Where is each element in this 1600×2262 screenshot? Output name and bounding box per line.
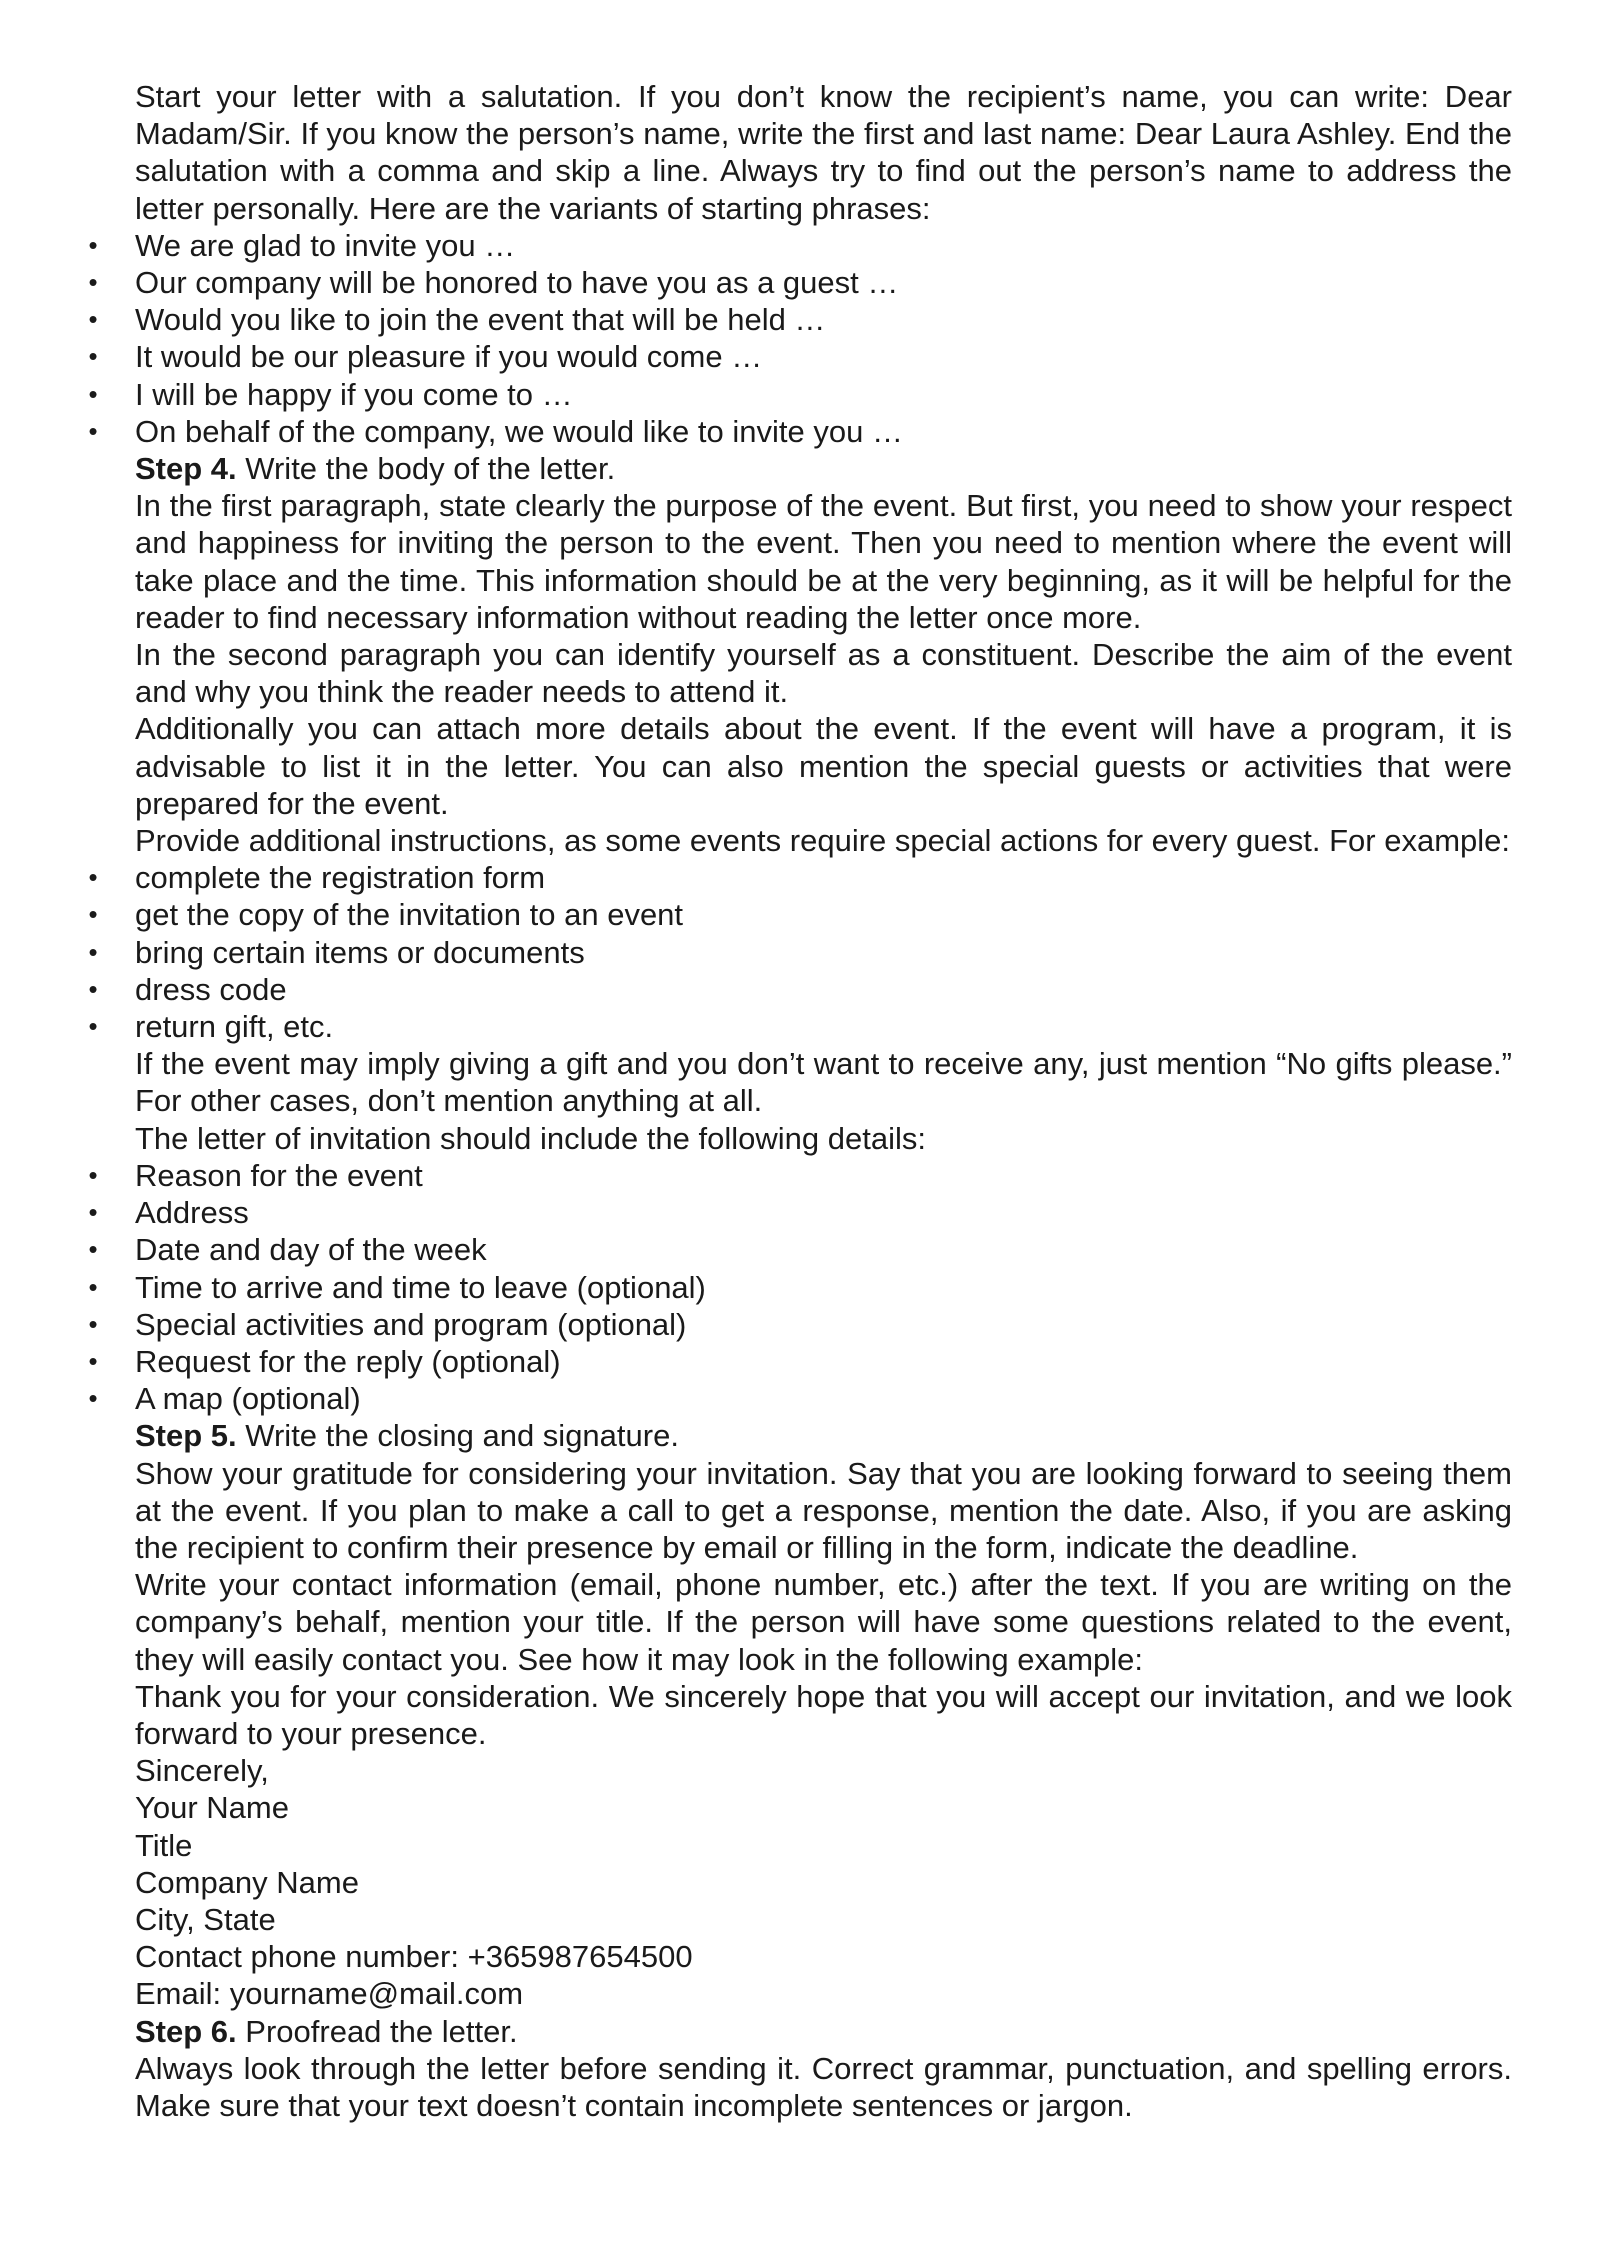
list-item: • Reason for the event xyxy=(135,1157,1512,1194)
bullet-icon: • xyxy=(88,1197,98,1228)
signature-line: Sincerely, xyxy=(135,1753,269,1789)
bullet-icon: • xyxy=(88,1308,98,1339)
list-item: • dress code xyxy=(135,971,1512,1008)
list-item: • Address xyxy=(135,1194,1512,1231)
list-item: • We are glad to invite you … xyxy=(135,227,1512,264)
intro-paragraph: Start your letter with a salutation. If you don’t know the recipient’s name, you can write: Dear Madam/Sir. If you know the person’s name, write the first and last name: Dear Laura Ashley. End the salutation with a comma and skip a line. Always try to find out the person’s name to address the letter personally. Here are the variants of starting phrases: xyxy=(135,79,1512,226)
bullet-icon: • xyxy=(88,1234,98,1265)
step-6-text: Proofread the letter. xyxy=(245,2013,518,2049)
body-paragraph: In the first paragraph, state clearly the purpose of the event. But first, you need to show your respect and happiness for inviting the person to the event. Then you need to mention where the event will take place and the time. This information should be at the very beginning, as it will be helpful for the reader to find necessary information without reading the letter once more. xyxy=(135,488,1512,635)
bullet-icon: • xyxy=(88,1011,98,1042)
signature-line: Email: yourname@mail.com xyxy=(135,1976,524,2012)
signature-line: Title xyxy=(135,1827,193,1863)
step-5-label: Step 5. xyxy=(135,1418,237,1454)
details-intro-paragraph: The letter of invitation should include the following details: xyxy=(135,1120,926,1156)
list-item: • bring certain items or documents xyxy=(135,934,1512,971)
step-4-heading xyxy=(135,450,1512,487)
list-item: • I will be happy if you come to … xyxy=(135,376,1512,413)
step-5-text: Write the closing and signature. xyxy=(245,1418,679,1454)
starting-phrases-list xyxy=(88,227,1512,450)
list-item: • Special activities and program (optional) xyxy=(135,1306,1512,1343)
bullet-icon: • xyxy=(88,229,98,260)
closing-paragraph: Write your contact information (email, phone number, etc.) after the text. If you are writing on the company’s behalf, mention your title. If the person will have some questions related to the event, they will easily contact you. See how it may look in the following example: xyxy=(135,1567,1512,1677)
list-item: • A map (optional) xyxy=(135,1380,1512,1417)
bullet-icon: • xyxy=(88,378,98,409)
body-paragraph: Provide additional instructions, as some events require special actions for every guest. For example: xyxy=(135,823,1511,859)
bullet-icon: • xyxy=(88,304,98,335)
final-paragraph: Always look through the letter before sending it. Correct grammar, punctuation, and spelling errors. Make sure that your text doesn’t contain incomplete sentences or jargon. xyxy=(135,2050,1512,2123)
step-4-label: Step 4. xyxy=(135,451,237,487)
body-paragraph: In the second paragraph you can identify yourself as a constituent. Describe the aim of the event and why you think the reader needs to attend it. xyxy=(135,637,1512,710)
details-list xyxy=(88,1157,1512,1417)
bullet-icon: • xyxy=(88,415,98,446)
list-item: • get the copy of the invitation to an event xyxy=(135,896,1512,933)
bullet-icon: • xyxy=(88,341,98,372)
bullet-icon: • xyxy=(88,973,98,1004)
list-item: • Date and day of the week xyxy=(135,1231,1512,1268)
signature-line: City, State xyxy=(135,1901,276,1937)
step-4-text: Write the body of the letter. xyxy=(245,451,616,487)
bullet-icon: • xyxy=(88,267,98,298)
bullet-icon: • xyxy=(88,1383,98,1414)
list-item: • It would be our pleasure if you would come … xyxy=(135,338,1512,375)
bullet-icon: • xyxy=(88,1345,98,1376)
bullet-icon: • xyxy=(88,862,98,893)
list-item: • Time to arrive and time to leave (optional) xyxy=(135,1269,1512,1306)
closing-paragraph: Show your gratitude for considering your invitation. Say that you are looking forward to seeing them at the event. If you plan to make a call to get a response, mention the date. Also, if you are asking the recipient to confirm their presence by email or filling in the form, indicate the deadline. xyxy=(135,1455,1512,1565)
step-5-heading xyxy=(135,1417,1512,1454)
instructions-list xyxy=(88,859,1512,1045)
bullet-icon: • xyxy=(88,936,98,967)
bullet-icon: • xyxy=(88,1271,98,1302)
list-item: • Would you like to join the event that will be held … xyxy=(135,301,1512,338)
list-item: • Request for the reply (optional) xyxy=(135,1343,1512,1380)
signature-line: Contact phone number: +365987654500 xyxy=(135,1939,693,1975)
bullet-icon: • xyxy=(88,899,98,930)
list-item: • return gift, etc. xyxy=(135,1008,1512,1045)
list-item: • On behalf of the company, we would like to invite you … xyxy=(135,413,1512,450)
signature-line: Company Name xyxy=(135,1864,359,1900)
body-paragraph: Additionally you can attach more details about the event. If the event will have a program, it is advisable to list it in the letter. You can also mention the special guests or activities that were prepared for the event. xyxy=(135,711,1512,821)
step-6-label: Step 6. xyxy=(135,2013,237,2049)
gift-note-paragraph: If the event may imply giving a gift and you don’t want to receive any, just mention “No gifts please.” For other cases, don’t mention anything at all. xyxy=(135,1046,1512,1119)
closing-paragraph: Thank you for your consideration. We sincerely hope that you will accept our invitation, and we look forward to your presence. xyxy=(135,1678,1512,1751)
list-item: • Our company will be honored to have you as a guest … xyxy=(135,264,1512,301)
signature-block xyxy=(135,1752,1512,2012)
bullet-icon: • xyxy=(88,1159,98,1190)
document-body xyxy=(88,78,1512,2124)
step-6-heading xyxy=(135,2013,1512,2050)
list-item: • complete the registration form xyxy=(135,859,1512,896)
signature-line: Your Name xyxy=(135,1790,289,1826)
